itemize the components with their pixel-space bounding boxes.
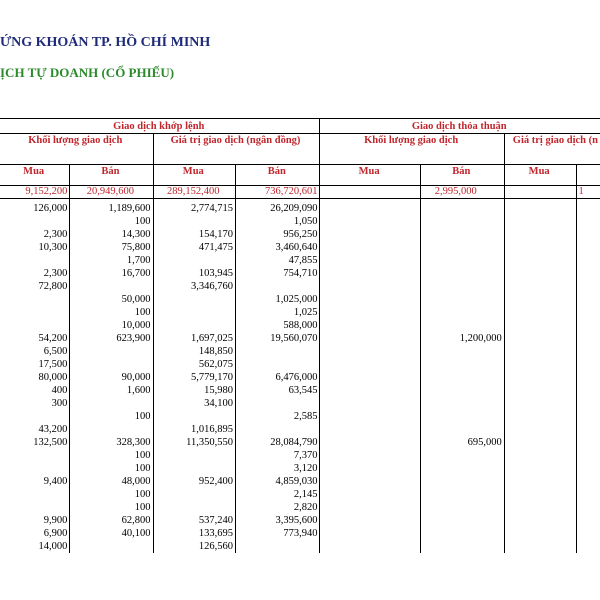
cell-neg-vol-sell bbox=[420, 345, 504, 358]
cell-neg-vol-buy bbox=[320, 267, 420, 280]
cell-edge bbox=[576, 371, 600, 384]
table-row bbox=[0, 371, 600, 384]
cell-edge bbox=[576, 319, 600, 332]
cell-val-sell: 588,000 bbox=[236, 319, 320, 332]
cell-neg-vol-buy bbox=[320, 488, 420, 501]
cell-edge bbox=[576, 462, 600, 475]
table-row bbox=[0, 449, 600, 462]
cell-val-buy: 133,695 bbox=[153, 527, 236, 540]
cell-vol-sell: 48,000 bbox=[70, 475, 153, 488]
cell-vol-buy: 80,000 bbox=[0, 371, 70, 384]
cell-vol-buy: 2,300 bbox=[0, 228, 70, 241]
cell-neg-vol-sell bbox=[420, 241, 504, 254]
cell-neg-val-buy bbox=[504, 254, 576, 267]
cell-vol-sell bbox=[70, 397, 153, 410]
cell-val-sell bbox=[236, 423, 320, 436]
cell-neg-vol-buy bbox=[320, 501, 420, 514]
col-neg-vol-buy: Mua bbox=[320, 165, 420, 186]
cell-vol-sell: 100 bbox=[70, 501, 153, 514]
cell-val-sell: 754,710 bbox=[236, 267, 320, 280]
cell-edge bbox=[576, 358, 600, 371]
cell-neg-vol-buy bbox=[320, 215, 420, 228]
cell-neg-val-buy bbox=[504, 280, 576, 293]
cell-neg-vol-sell bbox=[420, 540, 504, 553]
total-neg-vol-buy bbox=[320, 186, 420, 199]
cell-vol-sell: 14,300 bbox=[70, 228, 153, 241]
cell-neg-vol-buy bbox=[320, 384, 420, 397]
cell-val-sell bbox=[236, 540, 320, 553]
cell-val-buy bbox=[153, 254, 236, 267]
cell-vol-sell: 623,900 bbox=[70, 332, 153, 345]
cell-neg-vol-sell bbox=[420, 475, 504, 488]
col-matched-vol-buy: Mua bbox=[0, 165, 70, 186]
cell-val-sell: 26,209,090 bbox=[236, 202, 320, 215]
cell-val-buy bbox=[153, 501, 236, 514]
col-neg-val-sell bbox=[576, 165, 600, 186]
cell-val-buy bbox=[153, 293, 236, 306]
cell-vol-buy: 132,500 bbox=[0, 436, 70, 449]
cell-val-sell: 2,585 bbox=[236, 410, 320, 423]
cell-neg-vol-sell bbox=[420, 514, 504, 527]
cell-neg-vol-sell bbox=[420, 501, 504, 514]
cell-edge bbox=[576, 475, 600, 488]
cell-val-buy: 11,350,550 bbox=[153, 436, 236, 449]
cell-val-buy: 34,100 bbox=[153, 397, 236, 410]
cell-neg-val-buy bbox=[504, 345, 576, 358]
cell-vol-sell: 75,800 bbox=[70, 241, 153, 254]
cell-neg-vol-buy bbox=[320, 241, 420, 254]
cell-neg-vol-buy bbox=[320, 280, 420, 293]
total-val-sell: 736,720,601 bbox=[236, 186, 320, 199]
cell-neg-vol-buy bbox=[320, 527, 420, 540]
cell-neg-val-buy bbox=[504, 241, 576, 254]
group-header-row bbox=[0, 119, 600, 134]
cell-neg-vol-sell bbox=[420, 306, 504, 319]
cell-edge bbox=[576, 423, 600, 436]
cell-neg-val-buy bbox=[504, 306, 576, 319]
table-row bbox=[0, 462, 600, 475]
cell-neg-vol-sell bbox=[420, 462, 504, 475]
table-row bbox=[0, 332, 600, 345]
cell-edge bbox=[576, 280, 600, 293]
cell-neg-vol-buy bbox=[320, 475, 420, 488]
table-row bbox=[0, 358, 600, 371]
cell-neg-vol-buy bbox=[320, 319, 420, 332]
table-row bbox=[0, 540, 600, 553]
cell-vol-sell: 1,189,600 bbox=[70, 202, 153, 215]
cell-neg-vol-buy bbox=[320, 332, 420, 345]
group-matched-header: Giao dịch khớp lệnh bbox=[0, 119, 320, 134]
cell-vol-sell bbox=[70, 423, 153, 436]
cell-val-buy: 154,170 bbox=[153, 228, 236, 241]
table-row bbox=[0, 241, 600, 254]
cell-edge bbox=[576, 267, 600, 280]
col-matched-val-buy: Mua bbox=[153, 165, 236, 186]
cell-neg-val-buy bbox=[504, 514, 576, 527]
cell-vol-buy: 17,500 bbox=[0, 358, 70, 371]
cell-neg-val-buy bbox=[504, 319, 576, 332]
cell-val-buy bbox=[153, 319, 236, 332]
cell-edge bbox=[576, 332, 600, 345]
cell-val-sell: 63,545 bbox=[236, 384, 320, 397]
cell-val-sell bbox=[236, 280, 320, 293]
cell-val-sell: 4,859,030 bbox=[236, 475, 320, 488]
cell-val-buy: 103,945 bbox=[153, 267, 236, 280]
cell-val-buy: 2,774,715 bbox=[153, 202, 236, 215]
cell-val-sell: 1,025,000 bbox=[236, 293, 320, 306]
total-val-buy: 289,152,400 bbox=[153, 186, 236, 199]
cell-val-buy bbox=[153, 215, 236, 228]
cell-neg-val-buy bbox=[504, 475, 576, 488]
cell-neg-vol-sell bbox=[420, 449, 504, 462]
cell-vol-sell: 100 bbox=[70, 306, 153, 319]
cell-edge bbox=[576, 306, 600, 319]
col-neg-vol-sell: Bán bbox=[420, 165, 504, 186]
table-row bbox=[0, 423, 600, 436]
matched-volume-header: Khối lượng giao dịch bbox=[0, 134, 153, 165]
cell-val-sell: 3,395,600 bbox=[236, 514, 320, 527]
cell-neg-vol-buy bbox=[320, 423, 420, 436]
cell-vol-buy bbox=[0, 215, 70, 228]
cell-neg-val-buy bbox=[504, 410, 576, 423]
cell-edge bbox=[576, 384, 600, 397]
cell-vol-sell: 100 bbox=[70, 449, 153, 462]
matched-value-header: Giá trị giao dịch (ngân đồng) bbox=[153, 134, 320, 165]
table-row bbox=[0, 345, 600, 358]
cell-neg-val-buy bbox=[504, 527, 576, 540]
cell-neg-val-buy bbox=[504, 293, 576, 306]
cell-val-buy bbox=[153, 488, 236, 501]
cell-neg-vol-buy bbox=[320, 514, 420, 527]
cell-neg-vol-sell bbox=[420, 488, 504, 501]
cell-vol-sell: 1,700 bbox=[70, 254, 153, 267]
cell-neg-vol-sell: 1,200,000 bbox=[420, 332, 504, 345]
total-vol-buy: 9,152,200 bbox=[0, 186, 70, 199]
cell-neg-vol-sell bbox=[420, 371, 504, 384]
cell-vol-buy bbox=[0, 449, 70, 462]
cell-vol-buy bbox=[0, 501, 70, 514]
cell-val-sell: 773,940 bbox=[236, 527, 320, 540]
cell-vol-buy: 2,300 bbox=[0, 267, 70, 280]
table-row bbox=[0, 280, 600, 293]
cell-vol-buy: 43,200 bbox=[0, 423, 70, 436]
cell-val-sell: 3,460,640 bbox=[236, 241, 320, 254]
table-row bbox=[0, 527, 600, 540]
cell-neg-val-buy bbox=[504, 540, 576, 553]
cell-vol-buy: 10,300 bbox=[0, 241, 70, 254]
document-title: ỨNG KHOÁN TP. HỒ CHÍ MINH bbox=[0, 35, 211, 50]
cell-vol-buy: 6,900 bbox=[0, 527, 70, 540]
table-row bbox=[0, 501, 600, 514]
cell-val-sell: 1,025 bbox=[236, 306, 320, 319]
cell-edge bbox=[576, 514, 600, 527]
total-edge: 1 bbox=[576, 186, 600, 199]
cell-edge bbox=[576, 254, 600, 267]
table-row bbox=[0, 306, 600, 319]
cell-neg-val-buy bbox=[504, 488, 576, 501]
cell-neg-val-buy bbox=[504, 371, 576, 384]
cell-neg-val-buy bbox=[504, 501, 576, 514]
totals-row bbox=[0, 186, 600, 199]
cell-val-sell: 28,084,790 bbox=[236, 436, 320, 449]
cell-edge bbox=[576, 410, 600, 423]
total-neg-val-buy bbox=[504, 186, 576, 199]
cell-vol-buy: 9,900 bbox=[0, 514, 70, 527]
cell-vol-sell: 100 bbox=[70, 488, 153, 501]
cell-vol-sell: 62,800 bbox=[70, 514, 153, 527]
cell-neg-val-buy bbox=[504, 332, 576, 345]
table-row bbox=[0, 293, 600, 306]
cell-neg-val-buy bbox=[504, 384, 576, 397]
cell-edge bbox=[576, 345, 600, 358]
cell-neg-vol-buy bbox=[320, 397, 420, 410]
table-row bbox=[0, 228, 600, 241]
cell-neg-vol-buy bbox=[320, 436, 420, 449]
cell-val-sell: 47,855 bbox=[236, 254, 320, 267]
cell-neg-vol-sell bbox=[420, 397, 504, 410]
cell-val-sell bbox=[236, 397, 320, 410]
cell-neg-vol-sell bbox=[420, 527, 504, 540]
cell-edge bbox=[576, 527, 600, 540]
cell-neg-vol-buy bbox=[320, 254, 420, 267]
cell-neg-val-buy bbox=[504, 423, 576, 436]
cell-neg-vol-sell bbox=[420, 423, 504, 436]
cell-vol-buy bbox=[0, 293, 70, 306]
negotiated-value-header: Giá trị giao dịch (n bbox=[504, 134, 600, 165]
cell-val-sell bbox=[236, 345, 320, 358]
table-row bbox=[0, 514, 600, 527]
cell-edge bbox=[576, 488, 600, 501]
negotiated-volume-header: Khối lượng giao dịch bbox=[320, 134, 504, 165]
cell-vol-buy: 54,200 bbox=[0, 332, 70, 345]
cell-neg-vol-sell bbox=[420, 384, 504, 397]
cell-vol-sell: 1,600 bbox=[70, 384, 153, 397]
cell-vol-buy: 14,000 bbox=[0, 540, 70, 553]
cell-neg-vol-buy bbox=[320, 228, 420, 241]
cell-val-buy: 1,697,025 bbox=[153, 332, 236, 345]
cell-edge bbox=[576, 397, 600, 410]
cell-neg-vol-buy bbox=[320, 358, 420, 371]
cell-neg-val-buy bbox=[504, 202, 576, 215]
cell-neg-vol-buy bbox=[320, 293, 420, 306]
cell-edge bbox=[576, 540, 600, 553]
cell-vol-buy bbox=[0, 319, 70, 332]
col-neg-val-buy: Mua bbox=[504, 165, 576, 186]
cell-val-buy bbox=[153, 306, 236, 319]
cell-val-buy: 5,779,170 bbox=[153, 371, 236, 384]
cell-neg-vol-sell bbox=[420, 280, 504, 293]
cell-vol-buy bbox=[0, 410, 70, 423]
cell-val-buy bbox=[153, 462, 236, 475]
cell-val-sell: 3,120 bbox=[236, 462, 320, 475]
cell-edge bbox=[576, 241, 600, 254]
cell-vol-sell bbox=[70, 280, 153, 293]
cell-neg-vol-buy bbox=[320, 371, 420, 384]
cell-vol-sell: 100 bbox=[70, 462, 153, 475]
cell-vol-sell: 50,000 bbox=[70, 293, 153, 306]
group-negotiated-header: Giao dịch thỏa thuận bbox=[320, 119, 600, 134]
cell-edge bbox=[576, 436, 600, 449]
cell-val-buy: 537,240 bbox=[153, 514, 236, 527]
cell-val-buy: 471,475 bbox=[153, 241, 236, 254]
cell-vol-buy: 9,400 bbox=[0, 475, 70, 488]
col-matched-vol-sell: Bán bbox=[70, 165, 153, 186]
cell-neg-val-buy bbox=[504, 228, 576, 241]
cell-val-sell: 2,820 bbox=[236, 501, 320, 514]
cell-val-sell: 1,050 bbox=[236, 215, 320, 228]
table-row bbox=[0, 319, 600, 332]
cell-val-buy: 1,016,895 bbox=[153, 423, 236, 436]
cell-val-buy: 562,075 bbox=[153, 358, 236, 371]
cell-vol-buy: 72,800 bbox=[0, 280, 70, 293]
cell-vol-sell: 90,000 bbox=[70, 371, 153, 384]
cell-neg-val-buy bbox=[504, 436, 576, 449]
cell-val-buy: 3,346,760 bbox=[153, 280, 236, 293]
cell-vol-buy: 6,500 bbox=[0, 345, 70, 358]
cell-neg-vol-sell bbox=[420, 267, 504, 280]
cell-neg-vol-buy bbox=[320, 306, 420, 319]
cell-neg-vol-sell bbox=[420, 358, 504, 371]
table-row bbox=[0, 436, 600, 449]
cell-neg-vol-buy bbox=[320, 462, 420, 475]
cell-neg-vol-sell bbox=[420, 228, 504, 241]
cell-val-sell: 19,560,070 bbox=[236, 332, 320, 345]
total-vol-sell: 20,949,600 bbox=[70, 186, 153, 199]
cell-vol-sell: 100 bbox=[70, 215, 153, 228]
cell-neg-val-buy bbox=[504, 267, 576, 280]
cell-neg-vol-sell bbox=[420, 254, 504, 267]
cell-vol-sell bbox=[70, 345, 153, 358]
cell-val-sell: 7,370 bbox=[236, 449, 320, 462]
cell-val-sell: 6,476,000 bbox=[236, 371, 320, 384]
cell-neg-vol-buy bbox=[320, 202, 420, 215]
cell-vol-buy bbox=[0, 462, 70, 475]
cell-val-sell bbox=[236, 358, 320, 371]
cell-vol-buy bbox=[0, 306, 70, 319]
table-row bbox=[0, 267, 600, 280]
cell-vol-buy bbox=[0, 488, 70, 501]
cell-edge bbox=[576, 202, 600, 215]
document-subtitle: ỊCH TỰ DOANH (CỔ PHIẾU) bbox=[0, 65, 175, 80]
cell-edge bbox=[576, 228, 600, 241]
cell-val-buy: 952,400 bbox=[153, 475, 236, 488]
total-neg-vol-sell: 2,995,000 bbox=[420, 186, 504, 199]
cell-neg-val-buy bbox=[504, 449, 576, 462]
cell-val-buy: 15,980 bbox=[153, 384, 236, 397]
cell-vol-buy: 126,000 bbox=[0, 202, 70, 215]
trading-table bbox=[0, 118, 600, 553]
cell-neg-vol-buy bbox=[320, 449, 420, 462]
table-row bbox=[0, 254, 600, 267]
cell-vol-buy: 400 bbox=[0, 384, 70, 397]
cell-neg-vol-buy bbox=[320, 345, 420, 358]
cell-vol-buy: 300 bbox=[0, 397, 70, 410]
table-row bbox=[0, 410, 600, 423]
cell-vol-sell: 10,000 bbox=[70, 319, 153, 332]
cell-edge bbox=[576, 501, 600, 514]
table-row bbox=[0, 384, 600, 397]
cell-neg-vol-buy bbox=[320, 540, 420, 553]
cell-neg-val-buy bbox=[504, 358, 576, 371]
cell-val-sell: 2,145 bbox=[236, 488, 320, 501]
table-row bbox=[0, 488, 600, 501]
cell-edge bbox=[576, 449, 600, 462]
cell-vol-sell: 328,300 bbox=[70, 436, 153, 449]
table-row bbox=[0, 475, 600, 488]
cell-vol-sell bbox=[70, 540, 153, 553]
cell-neg-vol-buy bbox=[320, 410, 420, 423]
cell-neg-vol-sell bbox=[420, 202, 504, 215]
cell-edge bbox=[576, 215, 600, 228]
cell-vol-sell: 100 bbox=[70, 410, 153, 423]
cell-vol-sell: 16,700 bbox=[70, 267, 153, 280]
cell-val-sell: 956,250 bbox=[236, 228, 320, 241]
cell-val-buy bbox=[153, 410, 236, 423]
column-header-row bbox=[0, 165, 600, 186]
cell-neg-vol-sell bbox=[420, 215, 504, 228]
cell-edge bbox=[576, 293, 600, 306]
cell-vol-buy bbox=[0, 254, 70, 267]
cell-neg-val-buy bbox=[504, 462, 576, 475]
cell-neg-vol-sell bbox=[420, 293, 504, 306]
table-row bbox=[0, 215, 600, 228]
cell-val-buy bbox=[153, 449, 236, 462]
cell-neg-val-buy bbox=[504, 215, 576, 228]
cell-neg-vol-sell: 695,000 bbox=[420, 436, 504, 449]
cell-neg-vol-sell bbox=[420, 319, 504, 332]
table-row bbox=[0, 397, 600, 410]
cell-val-buy: 148,850 bbox=[153, 345, 236, 358]
subgroup-header-row bbox=[0, 134, 600, 165]
cell-vol-sell bbox=[70, 358, 153, 371]
cell-vol-sell: 40,100 bbox=[70, 527, 153, 540]
cell-val-buy: 126,560 bbox=[153, 540, 236, 553]
table-row bbox=[0, 202, 600, 215]
cell-neg-vol-sell bbox=[420, 410, 504, 423]
col-matched-val-sell: Bán bbox=[236, 165, 320, 186]
cell-neg-val-buy bbox=[504, 397, 576, 410]
